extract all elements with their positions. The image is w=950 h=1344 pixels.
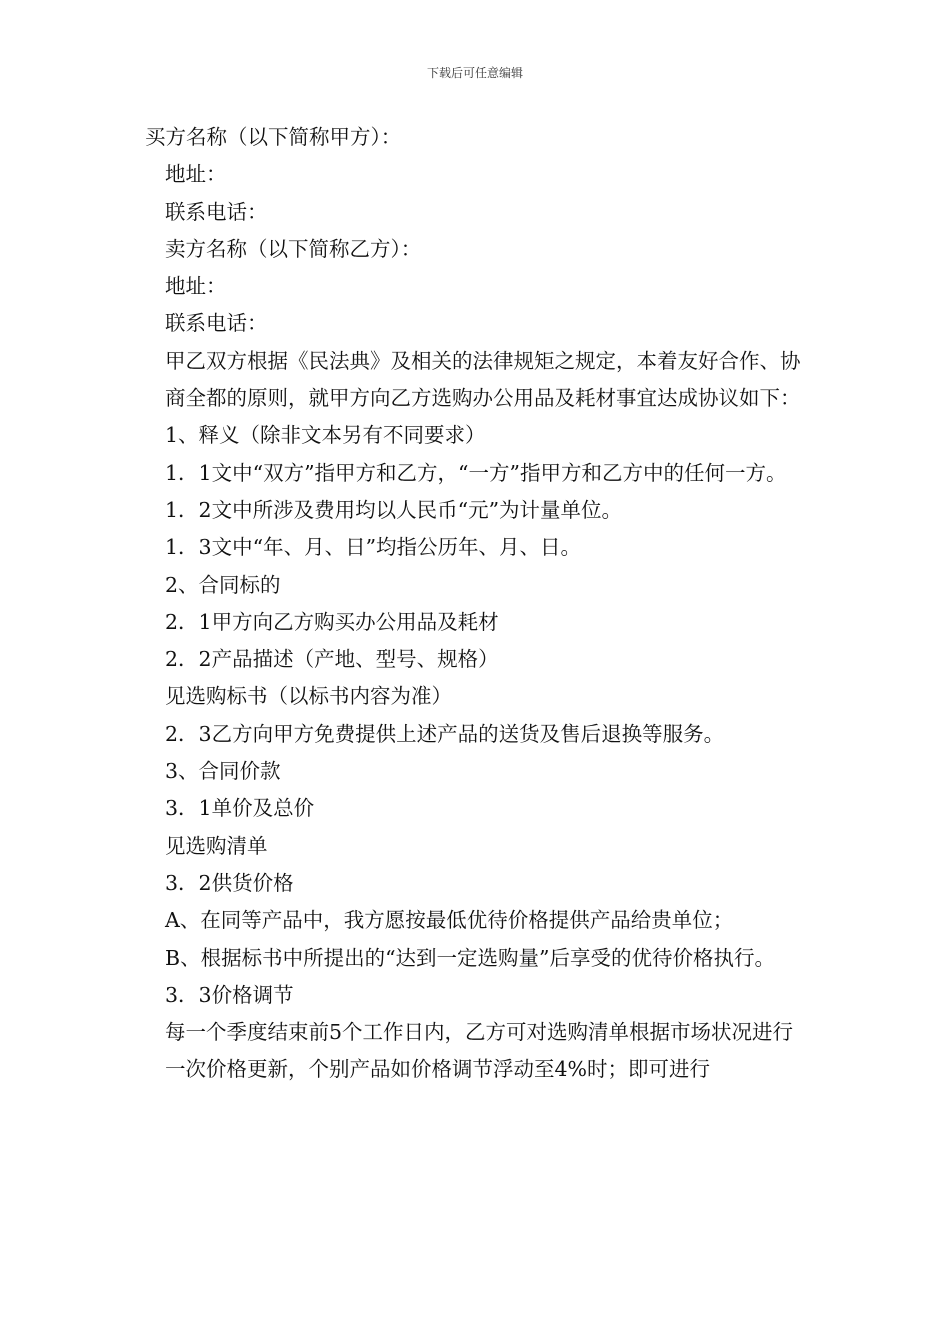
paragraph: B、根据标书中所提出的“达到一定选购量”后享受的优待价格执行。 <box>165 945 776 970</box>
paragraph: 3．1单价及总价 <box>165 796 315 821</box>
paragraph: 3、合同价款 <box>165 759 281 784</box>
paragraph: 2．3乙方向甲方免费提供上述产品的送货及售后退换等服务。 <box>165 721 725 746</box>
paragraph: A、在同等产品中，我方愿按最低优待价格提供产品给贵单位； <box>165 908 734 933</box>
paragraph: 见选购清单 <box>165 833 268 858</box>
paragraph: 2、合同标的 <box>165 572 281 597</box>
paragraph: 地址： <box>165 162 227 187</box>
paragraph: 1．3文中“年、月、日”均指公历年、月、日。 <box>165 535 582 560</box>
paragraph: 甲乙双方根据《民法典》及相关的法律规矩之规定，本着友好合作、协商全都的原则，就甲方向乙方选购办公用品及耗材事宜达成协议如下： <box>165 348 801 411</box>
paragraph: 3．3价格调节 <box>165 982 294 1007</box>
paragraph: 每一个季度结束前5个工作日内，乙方可对选购清单根据市场状况进行一次价格更新，个别产品如价格调节浮动至4%时；即可进行 <box>165 1020 794 1082</box>
paragraph: 见选购标书（以标书内容为准） <box>165 684 452 709</box>
paragraph: 2．2产品描述（产地、型号、规格） <box>165 647 499 672</box>
paragraph: 联系电话： <box>165 199 268 224</box>
header-note: 下载后可任意编辑 <box>426 66 523 80</box>
paragraph: 卖方名称（以下简称乙方）： <box>165 236 422 261</box>
paragraph: 地址： <box>165 274 227 299</box>
paragraph: 1．2文中所涉及费用均以人民币“元”为计量单位。 <box>165 497 623 522</box>
document-body <box>145 119 813 1089</box>
paragraph: 买方名称（以下简称甲方）： <box>145 125 402 149</box>
paragraph: 1．1文中“双方”指甲方和乙方，“一方”指甲方和乙方中的任何一方。 <box>165 460 787 485</box>
paragraph: 2．1甲方向乙方购买办公用品及耗材 <box>165 609 499 634</box>
paragraph: 联系电话： <box>165 311 268 336</box>
paragraph: 1、释义（除非文本另有不同要求） <box>165 423 486 448</box>
paragraph: 3．2供货价格 <box>165 870 294 895</box>
